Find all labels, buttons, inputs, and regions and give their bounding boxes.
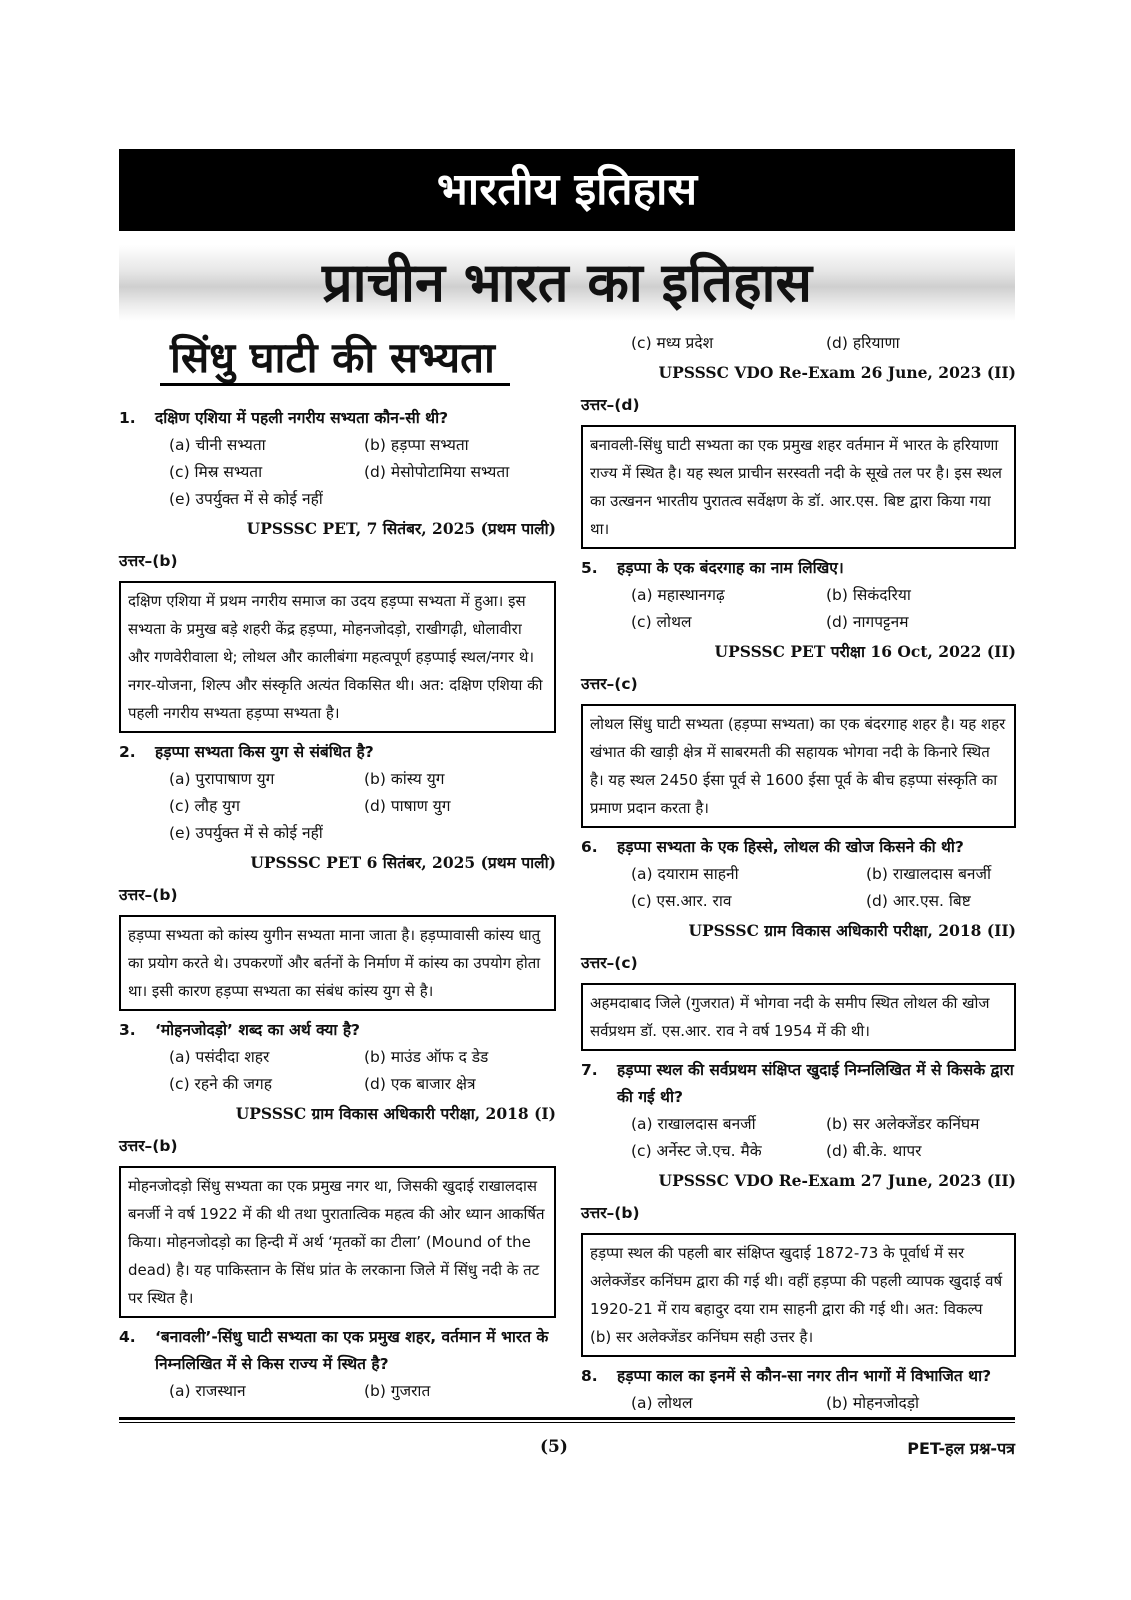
question-text: ‘बनावली’-सिंधु घाटी सभ्यता का एक प्रमुख शहर, वर्तमान में भारत के निम्नलिखित में से किस राज्य में स्थित है?	[155, 1328, 549, 1373]
question-8	[581, 1363, 1016, 1417]
explanation-box: हड़प्पा स्थल की पहली बार संक्षिप्त खुदाई 1872-73 के पूर्वार्ध में सर अलेक्जेंडर कनिंघम द्वारा की गई थी। वहीं हड़प्पा की पहली व्यापक खुदाई वर्ष 1920-21 में राय बहादुर दया राम साहनी द्वारा की गई थी। अत: विकल्प (b) सर अलेक्जेंडर कनिंघम सही उत्तर है।	[581, 1233, 1016, 1357]
left-column	[119, 405, 556, 1405]
option-c: (c) रहने की जगह	[169, 1075, 272, 1093]
question-2	[119, 739, 556, 1011]
option-a: (a) राजस्थान	[169, 1382, 246, 1400]
exam-source: UPSSSC VDO Re-Exam 26 June, 2023 (II)	[658, 363, 1016, 382]
page-subtitle: प्राचीन भारत का इतिहास	[321, 251, 813, 314]
exam-source: UPSSSC ग्राम विकास अधिकारी परीक्षा, 2018 (I)	[235, 1104, 556, 1123]
option-d: (d) पाषाण युग	[364, 797, 451, 815]
question-number: 6.	[581, 838, 598, 856]
explanation-box: लोथल सिंधु घाटी सभ्यता (हड़प्पा सभ्यता) का एक बंदरगाह शहर है। यह शहर खंभात की खाड़ी क्षेत्र में साबरमती की सहायक भोगवा नदी के किनारे स्थित है। यह स्थल 2450 ईसा पूर्व से 1600 ईसा पूर्व के बीच हड़प्पा संस्कृति का प्रमाण प्रदान करता है।	[581, 704, 1016, 828]
answer: उत्तर–(b)	[581, 1204, 640, 1222]
option-b: (b) राखालदास बनर्जी	[866, 865, 992, 883]
explanation-box: बनावली-सिंधु घाटी सभ्यता का एक प्रमुख शहर वर्तमान में भारत के हरियाणा राज्य में स्थित है। यह स्थल प्राचीन सरस्वती नदी के सूखे तल पर है। इस स्थल का उत्खनन भारतीय पुरातत्व सर्वेक्षण के डॉ. आर.एस. बिष्ट द्वारा किया गया था।	[581, 425, 1016, 549]
question-7	[581, 1057, 1016, 1357]
answer: उत्तर–(b)	[119, 1137, 178, 1155]
option-c: (c) एस.आर. राव	[631, 892, 732, 910]
option-b: (b) कांस्य युग	[364, 770, 445, 788]
section-banner: भारतीय इतिहास	[119, 149, 1015, 231]
footer-rule-thin	[119, 1422, 1015, 1423]
option-d: (d) आर.एस. बिष्ट	[866, 892, 971, 910]
answer: उत्तर–(d)	[581, 396, 640, 414]
option-a: (a) पसंदीदा शहर	[169, 1048, 270, 1066]
explanation-box: अहमदाबाद जिले (गुजरात) में भोगवा नदी के समीप स्थित लोथल की खोज सर्वप्रथम डॉ. एस.आर. राव ने वर्ष 1954 में की थी।	[581, 983, 1016, 1051]
answer: उत्तर–(b)	[119, 552, 178, 570]
option-b: (b) हड़प्पा सभ्यता	[364, 436, 469, 454]
option-d: (d) हरियाणा	[826, 334, 900, 352]
option-b: (b) माउंड ऑफ द डेड	[364, 1048, 489, 1066]
question-number: 7.	[581, 1061, 598, 1079]
question-4	[119, 1324, 556, 1405]
option-c: (c) मिस्र सभ्यता	[169, 463, 263, 481]
exam-source: UPSSSC ग्राम विकास अधिकारी परीक्षा, 2018 (II)	[688, 921, 1016, 940]
question-text: हड़प्पा सभ्यता किस युग से संबंधित है?	[155, 743, 374, 761]
question-number: 8.	[581, 1367, 598, 1385]
question-number: 2.	[119, 743, 136, 761]
option-d: (d) एक बाजार क्षेत्र	[364, 1075, 476, 1093]
option-c: (c) लौह युग	[169, 797, 240, 815]
question-3	[119, 1017, 556, 1318]
option-d: (d) मेसोपोटामिया सभ्यता	[364, 463, 510, 481]
option-a: (a) दयाराम साहनी	[631, 865, 739, 883]
option-a: (a) पुरापाषाण युग	[169, 770, 275, 788]
footer-rule	[119, 1417, 1015, 1420]
page-number: (5)	[540, 1437, 568, 1457]
question-number: 5.	[581, 559, 598, 577]
question-number: 4.	[119, 1328, 136, 1346]
question-4-continued	[581, 330, 1016, 549]
question-text: हड़प्पा काल का इनमें से कौन-सा नगर तीन भागों में विभाजित था?	[617, 1367, 992, 1385]
question-text: हड़प्पा स्थल की सर्वप्रथम संक्षिप्त खुदाई निम्नलिखित में से किसके द्वारा की गई थी?	[617, 1061, 1014, 1106]
answer: उत्तर–(c)	[581, 954, 638, 972]
question-text: दक्षिण एशिया में पहली नगरीय सभ्यता कौन-सी थी?	[155, 409, 449, 427]
question-6	[581, 834, 1016, 1051]
option-d: (d) नागपट्टनम	[826, 613, 909, 631]
chapter-underline	[160, 383, 510, 386]
option-a: (a) महास्थानगढ़	[631, 586, 725, 604]
answer: उत्तर–(b)	[119, 886, 178, 904]
question-text: हड़प्पा के एक बंदरगाह का नाम लिखिए।	[617, 559, 844, 577]
exam-source: UPSSSC PET, 7 सितंबर, 2025 (प्रथम पाली)	[246, 519, 556, 538]
option-b: (b) गुजरात	[364, 1382, 431, 1400]
question-number: 3.	[119, 1021, 136, 1039]
answer: उत्तर–(c)	[581, 675, 638, 693]
option-a: (a) लोथल	[631, 1394, 693, 1412]
exam-source: UPSSSC PET परीक्षा 16 Oct, 2022 (II)	[714, 642, 1016, 661]
option-c: (c) लोथल	[631, 613, 692, 631]
option-e: (e) उपर्युक्त में से कोई नहीं	[169, 490, 323, 508]
explanation-box: मोहनजोदड़ो सिंधु सभ्यता का एक प्रमुख नगर था, जिसकी खुदाई राखालदास बनर्जी ने वर्ष 1922 में की थी तथा पुरातात्विक महत्व की ओर ध्यान आकर्षित किया। मोहनजोदड़ो का हिन्दी में अर्थ ‘मृतकों का टीला’ (Mound of the dead) है। यह पाकिस्तान के सिंध प्रांत के लरकाना जिले में सिंधु नदी के तट पर स्थित है।	[119, 1166, 556, 1318]
exam-source: UPSSSC VDO Re-Exam 27 June, 2023 (II)	[658, 1171, 1016, 1190]
question-1	[119, 405, 556, 733]
option-b: (b) मोहनजोदड़ो	[826, 1394, 920, 1412]
explanation-box: हड़प्पा सभ्यता को कांस्य युगीन सभ्यता माना जाता है। हड़प्पावासी कांस्य धातु का प्रयोग करते थे। उपकरणों और बर्तनों के निर्माण में कांस्य का उपयोग होता था। इसी कारण हड़प्पा सभ्यता का संबंध कांस्य युग से है।	[119, 915, 556, 1011]
exam-source: UPSSSC PET 6 सितंबर, 2025 (प्रथम पाली)	[250, 853, 556, 872]
right-column	[581, 330, 1016, 1417]
option-b: (b) सर अलेक्जेंडर कनिंघम	[826, 1115, 980, 1133]
question-5	[581, 555, 1016, 828]
question-text: ‘मोहनजोदड़ो’ शब्द का अर्थ क्या है?	[155, 1021, 361, 1039]
option-b: (b) सिकंदरिया	[826, 586, 911, 604]
question-number: 1.	[119, 409, 136, 427]
publication-name: PET-हल प्रश्न-पत्र	[907, 1439, 1015, 1458]
option-c: (c) अर्नेस्ट जे.एच. मैके	[631, 1142, 762, 1160]
option-a: (a) चीनी सभ्यता	[169, 436, 266, 454]
chapter-title: सिंधु घाटी की सभ्यता	[170, 333, 495, 382]
option-c: (c) मध्य प्रदेश	[631, 334, 714, 352]
question-text: हड़प्पा सभ्यता के एक हिस्से, लोथल की खोज किसने की थी?	[617, 838, 964, 856]
option-a: (a) राखालदास बनर्जी	[631, 1115, 756, 1133]
option-d: (d) बी.के. थापर	[826, 1142, 922, 1160]
option-e: (e) उपर्युक्त में से कोई नहीं	[169, 824, 323, 842]
explanation-box: दक्षिण एशिया में प्रथम नगरीय समाज का उदय हड़प्पा सभ्यता में हुआ। इस सभ्यता के प्रमुख बड़े शहरी केंद्र हड़प्पा, मोहनजोदड़ो, राखीगढ़ी, धोलावीरा और गणवेरीवाला थे; लोथल और कालीबंगा महत्वपूर्ण हड़प्पाई स्थल/नगर थे। नगर-योजना, शिल्प और संस्कृति अत्यंत विकसित थी। अत: दक्षिण एशिया की पहली नगरीय सभ्यता हड़प्पा सभ्यता है।	[119, 581, 556, 733]
